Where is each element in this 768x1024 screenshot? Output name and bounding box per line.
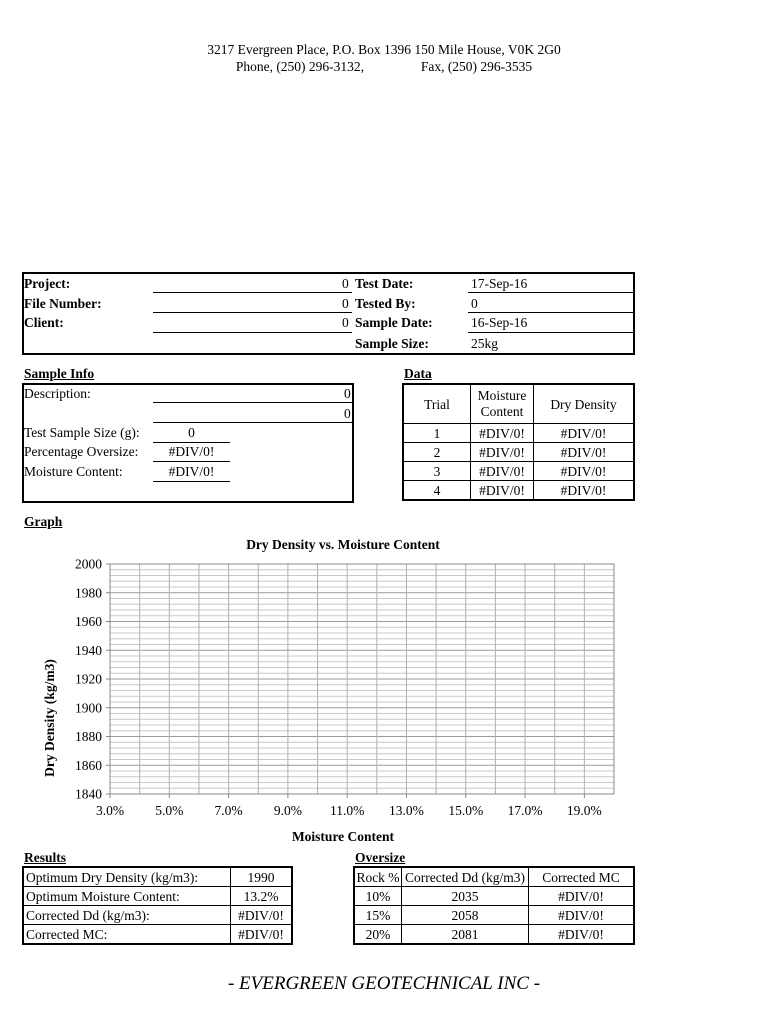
moisture-cell: #DIV/0! [471,481,534,501]
rock-percent-cell: 10% [354,887,402,906]
y-tick-label: 2000 [75,556,102,572]
table-row [403,424,634,443]
table-row [354,867,634,887]
result-value: 1990 [231,867,293,887]
corrected-dd-cell: 2035 [402,887,529,906]
sample-date-label: Sample Date: [355,315,433,330]
test-sample-size-value: 0 [188,425,195,440]
sample-date-value: 16-Sep-16 [471,315,528,330]
y-tick-label: 1840 [75,786,102,802]
sample-info-title: Sample Info [24,366,95,381]
table-row [23,906,292,925]
chart-ticks [75,557,602,819]
project-value: 0 [342,276,349,291]
corrected-mc-cell: #DIV/0! [529,906,635,925]
result-value: 13.2% [231,887,293,906]
trial-cell: 4 [403,481,471,501]
table-row [354,887,634,906]
result-label: Corrected MC: [23,925,231,945]
x-tick-label: 3.0% [95,803,125,818]
x-tick-label: 19.0% [566,803,602,818]
x-tick-label: 13.0% [389,803,424,818]
x-tick-label: 7.0% [214,803,243,818]
test-sample-size-label: Test Sample Size (g): [24,425,140,440]
density-cell: #DIV/0! [534,443,635,462]
result-label: Optimum Moisture Content: [23,887,231,906]
project-underline [153,292,352,293]
sample-date-underline [468,332,633,333]
y-tick-label: 1880 [75,729,102,744]
y-tick-label: 1980 [75,585,102,601]
rock-percent-cell: 20% [354,925,402,945]
tested-by-underline [468,312,633,313]
table-row [354,906,634,925]
test-date-label: Test Date: [355,276,414,291]
y-tick-label: 1860 [75,757,102,773]
test-date-underline [468,292,633,293]
results-title: Results [24,850,67,865]
result-value: #DIV/0! [231,906,293,925]
y-tick-label: 1940 [75,642,102,658]
moisture-cell: #DIV/0! [471,424,534,443]
result-label: Optimum Dry Density (kg/m3): [23,867,231,887]
phone-number: Phone, (250) 296-3132, [235,59,365,74]
file-number-label: File Number: [24,296,102,311]
client-underline [153,332,352,333]
x-tick-label: 11.0% [329,803,365,818]
density-cell: #DIV/0! [534,424,635,443]
corrected-mc-header: Corrected MC [529,867,635,887]
x-tick-label: 15.0% [448,803,484,818]
result-value: #DIV/0! [231,925,293,945]
trial-header: Trial [403,384,471,424]
company-footer: - EVERGREEN GEOTECHNICAL INC - [227,973,541,994]
x-tick-label: 9.0% [273,803,302,818]
corrected-dd-cell: 2081 [402,925,529,945]
x-tick-label: 17.0% [507,803,543,818]
rock-percent-header: Rock % [354,867,402,887]
corrected-mc-cell: #DIV/0! [529,925,635,945]
moisture-cell: #DIV/0! [471,443,534,462]
client-value: 0 [342,315,349,330]
sample-size-label: Sample Size: [355,336,429,351]
percentage-oversize-underline [153,461,230,462]
result-label: Corrected Dd (kg/m3): [23,906,231,925]
client-label: Client: [24,315,64,330]
moisture-content-label: Moisture Content: [24,464,123,479]
moisture-cell: #DIV/0! [471,462,534,481]
test-date-value: 17-Sep-16 [471,276,528,291]
trial-cell: 3 [403,462,471,481]
table-row [403,481,634,501]
contact-line [0,58,768,75]
project-info-box [22,272,635,355]
y-axis-label: Dry Density (kg/m3) [42,659,57,777]
description-underline-1 [153,402,352,403]
corrected-dd-header: Corrected Dd (kg/m3) [402,867,529,887]
table-row [23,887,292,906]
trial-cell: 2 [403,443,471,462]
x-axis-label: Moisture Content [291,829,395,844]
file-number-underline [153,312,352,313]
sample-size-value: 25kg [471,336,498,351]
description-value-2: 0 [344,406,351,421]
address-line: 3217 Evergreen Place, P.O. Box 1396 150 Mile House, V0K 2G0 [207,42,561,57]
project-label: Project: [24,276,71,291]
moisture-content-value: #DIV/0! [168,464,215,479]
graph-title: Graph [24,514,63,529]
percentage-oversize-value: #DIV/0! [168,444,215,459]
density-cell: #DIV/0! [534,462,635,481]
chart-grid [110,564,614,794]
file-number-value: 0 [342,296,349,311]
moisture-header-line1: Moisture [477,388,527,403]
moisture-header-line2: Content [480,404,524,419]
y-tick-label: 1920 [75,671,102,687]
rock-percent-cell: 15% [354,906,402,925]
description-label: Description: [24,386,91,401]
oversize-table [353,866,635,945]
results-table [22,866,293,945]
letterhead-address [0,41,768,75]
table-row [403,384,634,424]
table-row [403,462,634,481]
dry-density-chart [0,530,768,850]
tested-by-value: 0 [471,296,478,311]
description-underline-2 [153,422,352,423]
oversize-title: Oversize [355,850,406,865]
trial-cell: 1 [403,424,471,443]
chart-title: Dry Density vs. Moisture Content [246,537,440,552]
x-tick-label: 5.0% [155,803,184,818]
dry-density-header: Dry Density [534,384,635,424]
moisture-content-header [471,384,534,424]
density-cell: #DIV/0! [534,481,635,501]
data-table [402,383,635,501]
fax-number: Fax, (250) 296-3535 [420,59,533,74]
table-row [23,867,292,887]
description-value-1: 0 [344,386,351,401]
table-row [354,925,634,945]
y-tick-label: 1900 [75,700,102,716]
corrected-mc-cell: #DIV/0! [529,887,635,906]
table-row [23,925,292,945]
tested-by-label: Tested By: [355,296,416,311]
moisture-content-underline [153,481,230,482]
y-tick-label: 1960 [75,614,102,629]
corrected-dd-cell: 2058 [402,906,529,925]
data-title: Data [404,366,432,381]
percentage-oversize-label: Percentage Oversize: [24,444,139,459]
table-row [403,443,634,462]
